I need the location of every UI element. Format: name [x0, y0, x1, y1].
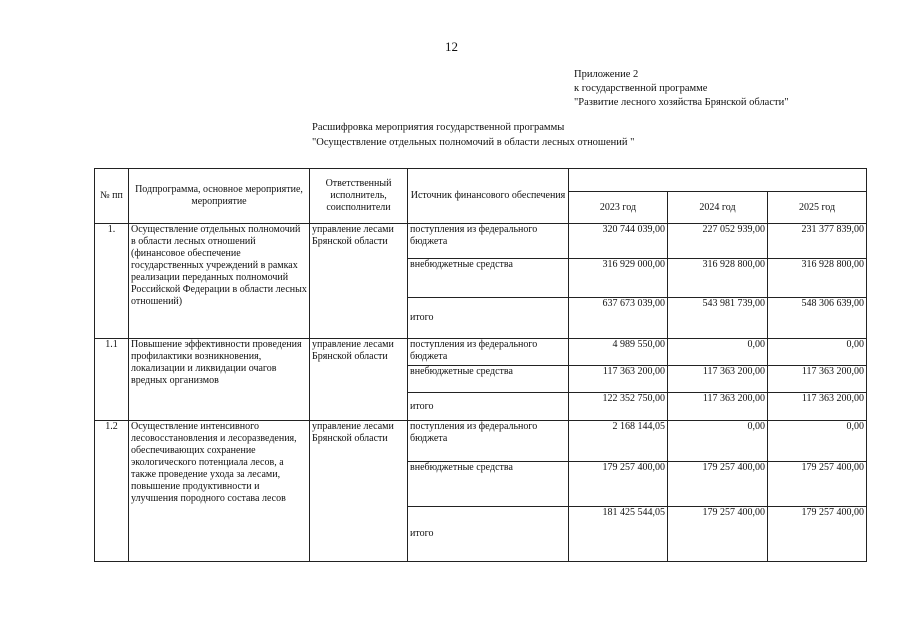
- page-number: 12: [445, 39, 458, 54]
- header-years-group: [569, 169, 867, 192]
- table-row: [95, 421, 867, 462]
- header-year-2023: 2023 год: [569, 192, 668, 224]
- source-cell: итого: [408, 393, 569, 421]
- value-2025: 231 377 839,00: [768, 224, 867, 259]
- source-cell: внебюджетные средства: [408, 462, 569, 507]
- program-name: Осуществление отдельных полномочий в области лесных отношений (финансовое обеспечение государственных учреждений в рамках реализации переданных полномочий Российской Федерации в области лесных отношений): [129, 224, 310, 339]
- value-2025: 0,00: [768, 339, 867, 366]
- value-2025: 548 306 639,00: [768, 298, 867, 339]
- value-2023: 122 352 750,00: [569, 393, 668, 421]
- value-2025: 316 928 800,00: [768, 259, 867, 298]
- value-2025: 117 363 200,00: [768, 366, 867, 393]
- value-2024: 117 363 200,00: [668, 393, 768, 421]
- value-2023: 179 257 400,00: [569, 462, 668, 507]
- source-cell: итого: [408, 507, 569, 562]
- heading-line: "Осуществление отдельных полномочий в области лесных отношений ": [312, 137, 635, 148]
- value-2024: 117 363 200,00: [668, 366, 768, 393]
- executor-name: управление лесами Брянской области: [310, 421, 408, 562]
- executor-name: управление лесами Брянской области: [310, 224, 408, 339]
- source-cell: поступления из федерального бюджета: [408, 421, 569, 462]
- value-2024: 227 052 939,00: [668, 224, 768, 259]
- value-2023: 637 673 039,00: [569, 298, 668, 339]
- program-name: Повышение эффективности проведения профилактики возникновения, локализации и ликвидации очагов вредных организмов: [129, 339, 310, 421]
- executor-name: управление лесами Брянской области: [310, 339, 408, 421]
- header-source: Источник финансового обеспечения: [408, 169, 569, 224]
- value-2024: 179 257 400,00: [668, 462, 768, 507]
- appendix-line: к государственной программе: [574, 83, 708, 94]
- financing-table: [94, 168, 867, 562]
- value-2023: 320 744 039,00: [569, 224, 668, 259]
- header-year-2025: 2025 год: [768, 192, 867, 224]
- value-2023: 2 168 144,05: [569, 421, 668, 462]
- value-2025: 117 363 200,00: [768, 393, 867, 421]
- source-cell: поступления из федерального бюджета: [408, 224, 569, 259]
- value-2024: 316 928 800,00: [668, 259, 768, 298]
- source-cell: итого: [408, 298, 569, 339]
- header-program: Подпрограмма, основное мероприятие, мероприятие: [129, 169, 310, 224]
- document-heading: [312, 120, 634, 150]
- value-2024: 179 257 400,00: [668, 507, 768, 562]
- value-2023: 316 929 000,00: [569, 259, 668, 298]
- value-2024: 543 981 739,00: [668, 298, 768, 339]
- header-year-2024: 2024 год: [668, 192, 768, 224]
- appendix-line: "Развитие лесного хозяйства Брянской области": [574, 97, 789, 108]
- header-num: № пп: [95, 169, 129, 224]
- value-2024: 0,00: [668, 421, 768, 462]
- appendix-note: [574, 68, 789, 110]
- value-2025: 179 257 400,00: [768, 462, 867, 507]
- source-cell: поступления из федерального бюджета: [408, 339, 569, 366]
- header-executor: Ответственный исполнитель, соисполнители: [310, 169, 408, 224]
- value-2023: 4 989 550,00: [569, 339, 668, 366]
- table-row: [95, 339, 867, 366]
- value-2025: 0,00: [768, 421, 867, 462]
- source-cell: внебюджетные средства: [408, 366, 569, 393]
- heading-line: Расшифровка мероприятия государственной программы: [312, 122, 565, 133]
- value-2023: 181 425 544,05: [569, 507, 668, 562]
- row-number: 1.1: [95, 339, 129, 421]
- row-number: 1.: [95, 224, 129, 339]
- value-2023: 117 363 200,00: [569, 366, 668, 393]
- value-2024: 0,00: [668, 339, 768, 366]
- value-2025: 179 257 400,00: [768, 507, 867, 562]
- table-row: [95, 224, 867, 259]
- program-name: Осуществление интенсивного лесовосстановления и лесоразведения, обеспечивающих сохранение экологического потенциала лесов, а также проведение ухода за лесами, повышение продуктивности и улучшения породного состава лесов: [129, 421, 310, 562]
- source-cell: внебюджетные средства: [408, 259, 569, 298]
- appendix-line: Приложение 2: [574, 69, 639, 80]
- row-number: 1.2: [95, 421, 129, 562]
